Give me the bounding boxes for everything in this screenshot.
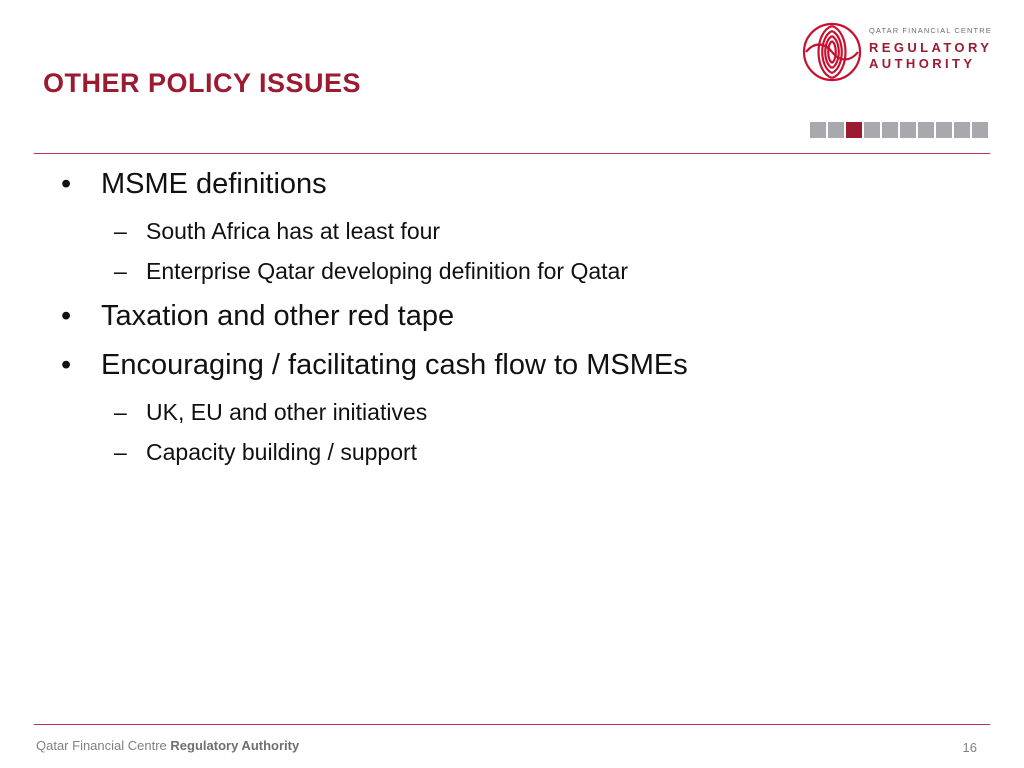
bullet-dot-icon: • <box>61 300 72 332</box>
dash-marker-icon: – <box>114 258 127 284</box>
bullet-text: Capacity building / support <box>146 439 418 465</box>
slide-progress-indicator <box>810 122 988 138</box>
bullet-text: Enterprise Qatar developing definition for Qatar <box>146 258 628 284</box>
footer-organization <box>36 738 299 753</box>
progress-segment <box>864 122 880 138</box>
dash-marker-icon: – <box>114 399 127 425</box>
bullet-text: South Africa has at least four <box>146 218 441 244</box>
logo-line-authority: AUTHORITY <box>869 56 976 71</box>
bullet-item-level-2 <box>114 399 428 426</box>
logo-wordmark <box>869 26 992 72</box>
bullet-item-level-1 <box>61 168 327 201</box>
progress-segment <box>972 122 988 138</box>
progress-segment <box>918 122 934 138</box>
progress-segment-current <box>846 122 862 138</box>
progress-segment <box>954 122 970 138</box>
footer-org-bold: Regulatory Authority <box>170 738 300 753</box>
header-divider <box>34 153 990 154</box>
page-number: 16 <box>962 740 977 755</box>
bullet-item-level-2 <box>114 218 441 245</box>
bullet-item-level-1 <box>61 300 455 333</box>
progress-segment <box>882 122 898 138</box>
bullet-text: Taxation and other red tape <box>101 300 455 332</box>
bullet-text: UK, EU and other initiatives <box>146 399 428 425</box>
dash-marker-icon: – <box>114 218 127 244</box>
bullet-text: Encouraging / facilitating cash flow to MSMEs <box>101 349 688 381</box>
footer-divider <box>34 724 990 725</box>
dash-marker-icon: – <box>114 439 127 465</box>
bullet-text: MSME definitions <box>101 168 327 200</box>
qfc-regulatory-authority-logo <box>802 22 997 82</box>
progress-segment <box>936 122 952 138</box>
slide-title: OTHER POLICY ISSUES <box>43 68 362 98</box>
bullet-dot-icon: • <box>61 349 72 381</box>
logo-line-centre: QATAR FINANCIAL CENTRE <box>869 26 992 35</box>
bullet-item-level-2 <box>114 439 418 466</box>
progress-segment <box>828 122 844 138</box>
bullet-item-level-1 <box>61 349 688 382</box>
spiral-emblem-icon <box>802 22 862 82</box>
bullet-dot-icon: • <box>61 168 72 200</box>
logo-line-regulatory: REGULATORY <box>869 40 993 55</box>
bullet-item-level-2 <box>114 258 628 285</box>
footer-org-prefix: Qatar Financial Centre <box>36 738 167 753</box>
progress-segment <box>810 122 826 138</box>
progress-segment <box>900 122 916 138</box>
